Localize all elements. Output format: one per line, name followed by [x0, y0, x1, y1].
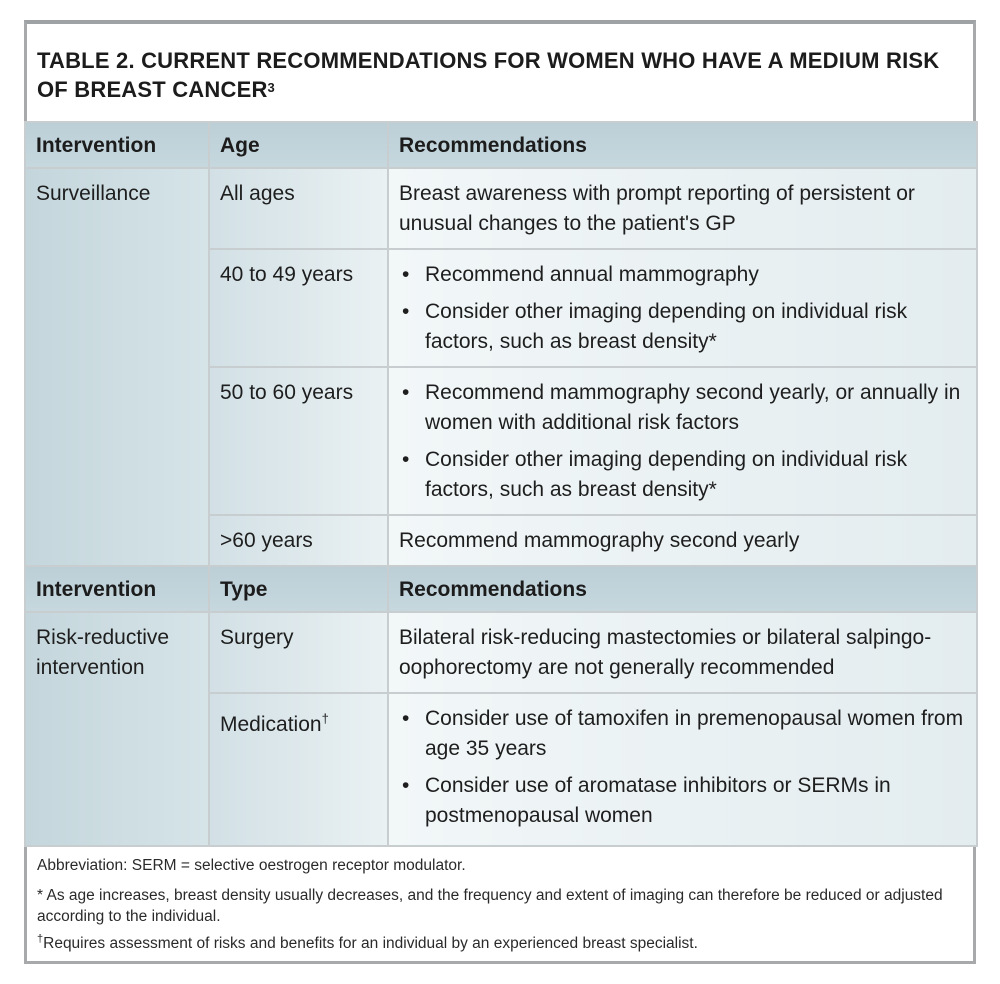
header-age: Age: [209, 122, 388, 168]
title-text: TABLE 2. CURRENT RECOMMENDATIONS FOR WOMEN WHO HAVE A MEDIUM RISK OF BREAST CANCER: [37, 48, 940, 102]
footnote-text: As age increases, breast density usually decreases, and the frequency and extent of imaging can therefore be reduced or adjusted according to the individual.: [37, 887, 943, 925]
footnote-mark: *: [37, 887, 44, 904]
list-item: • Consider use of tamoxifen in premenopausal women from age 35 years: [399, 704, 966, 764]
list-item: • Recommend mammography second yearly, or annually in women with additional risk factors: [399, 378, 966, 438]
recommendation-cell: [388, 249, 977, 367]
type-label: Medication: [220, 713, 322, 736]
age-cell: 50 to 60 years: [209, 367, 388, 515]
recommendation-list: [399, 260, 966, 357]
age-cell: >60 years: [209, 515, 388, 566]
intervention-risk-reductive: Risk-reductive intervention: [25, 612, 209, 846]
age-cell: 40 to 49 years: [209, 249, 388, 367]
recommendation-cell: Recommend mammography second yearly: [388, 515, 977, 566]
specialist-footnote: [37, 929, 967, 954]
recommendation-cell: Breast awareness with prompt reporting of persistent or unusual changes to the patient's GP: [388, 168, 977, 249]
type-cell: [209, 693, 388, 846]
surveillance-header-row: [25, 122, 977, 168]
risk-header-row: [25, 566, 977, 612]
footnote-text: Requires assessment of risks and benefits for an individual by an experienced breast specialist.: [43, 935, 698, 953]
header-recommendations: Recommendations: [388, 566, 977, 612]
footnote-mark: †: [37, 933, 44, 945]
header-type: Type: [209, 566, 388, 612]
table-frame: [24, 20, 976, 964]
recommendations-table: [24, 121, 978, 847]
recommendation-cell: Bilateral risk-reducing mastectomies or bilateral salpingo-oophorectomy are not generally recommended: [388, 612, 977, 693]
recommendation-cell: [388, 367, 977, 515]
title-reference: 3: [267, 80, 275, 95]
type-cell: Surgery: [209, 612, 388, 693]
list-item: • Recommend annual mammography: [399, 260, 966, 290]
header-recommendations: Recommendations: [388, 122, 977, 168]
age-cell: All ages: [209, 168, 388, 249]
header-intervention: Intervention: [25, 566, 209, 612]
table-row: [25, 168, 977, 249]
table-title: [37, 46, 967, 104]
footnote-mark: †: [321, 711, 329, 726]
density-footnote: [37, 885, 967, 927]
list-item: • Consider other imaging depending on individual risk factors, such as breast density*: [399, 297, 966, 357]
recommendation-cell: [388, 693, 977, 846]
list-item: • Consider use of aromatase inhibitors or SERMs in postmenopausal women: [399, 771, 966, 831]
recommendation-list: [399, 704, 966, 831]
table-footnotes: [37, 855, 967, 963]
header-intervention: Intervention: [25, 122, 209, 168]
intervention-surveillance: Surveillance: [25, 168, 209, 566]
recommendation-list: [399, 378, 966, 505]
abbreviation-note: Abbreviation: SERM = selective oestrogen receptor modulator.: [37, 857, 466, 874]
list-item: • Consider other imaging depending on individual risk factors, such as breast density*: [399, 445, 966, 505]
table-row: [25, 612, 977, 693]
